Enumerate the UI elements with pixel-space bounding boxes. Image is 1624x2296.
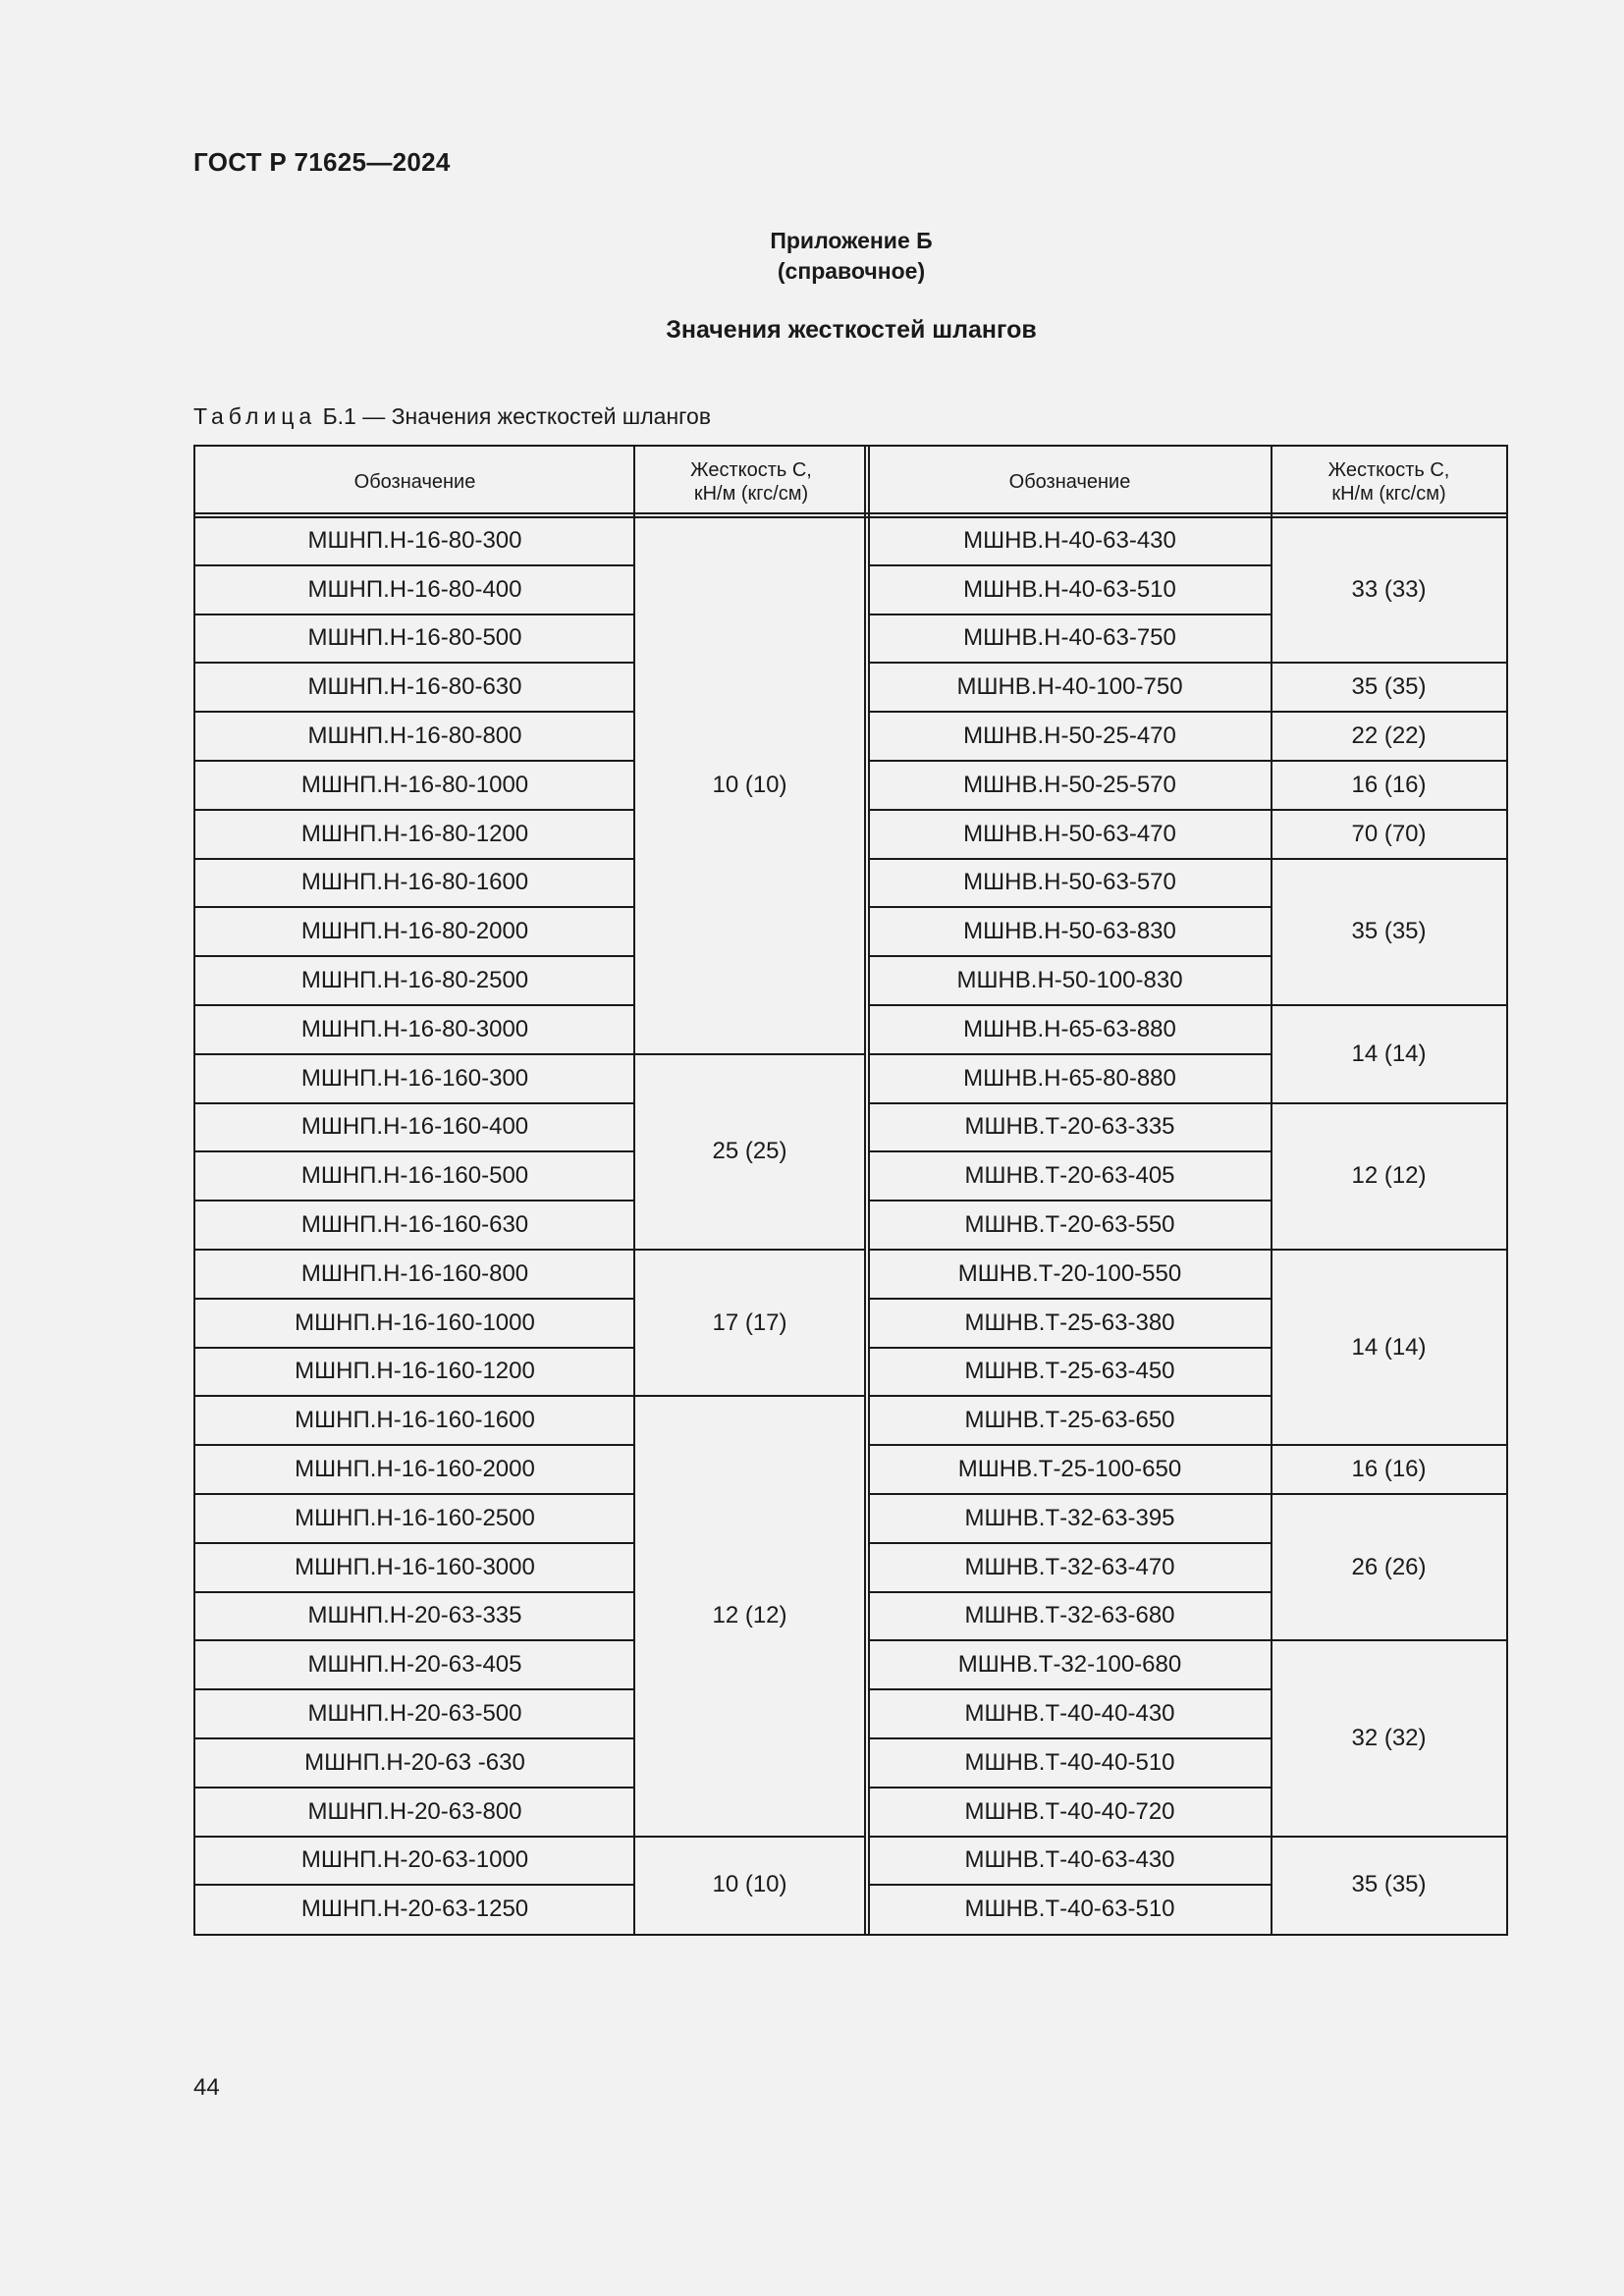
row-divider (869, 1053, 1272, 1055)
table-cell-designation-left: МШНП.Н-16-160-500 (300, 1162, 529, 1190)
group-divider (1272, 1836, 1506, 1838)
table-cell-designation-left: МШНП.Н-16-160-300 (300, 1064, 529, 1092)
group-divider (1272, 1004, 1506, 1006)
row-divider (869, 1200, 1272, 1201)
table-cell-designation-left: МШНП.Н-20-63-1000 (300, 1846, 529, 1874)
table-cell-designation-right: МШНВ.Т-20-100-550 (957, 1259, 1182, 1287)
appendix-note: (справочное) (777, 258, 926, 284)
header-designation-right: Обозначение (1008, 470, 1131, 493)
table-cell-designation-right: МШНВ.Н-50-100-830 (956, 967, 1183, 994)
section-title: Значения жесткостей шлангов (666, 316, 1037, 344)
row-divider (195, 1249, 634, 1251)
table-caption-text: Б.1 — Значения жесткостей шлангов (322, 403, 712, 429)
row-divider (195, 1737, 634, 1739)
table-cell-designation-left: МШНП.Н-16-160-1600 (295, 1407, 535, 1434)
row-divider (195, 1542, 634, 1544)
row-divider (195, 614, 634, 615)
table-cell-designation-left: МШНП.Н-16-80-500 (307, 624, 522, 652)
table-cell-designation-right: МШНВ.Т-25-63-380 (964, 1308, 1175, 1336)
table-cell-stiffness-right: 16 (16) (1351, 771, 1427, 798)
table-cell-designation-left: МШНП.Н-16-80-2000 (300, 918, 529, 945)
table-cell-designation-right: МШНВ.Н-65-80-880 (963, 1064, 1176, 1092)
row-divider (195, 1787, 634, 1789)
table-cell-designation-left: МШНП.Н-20-63-335 (307, 1602, 522, 1629)
table-cell-designation-left: МШНП.Н-20-63-500 (307, 1700, 522, 1728)
row-divider (869, 1493, 1272, 1495)
table-cell-designation-right: МШНВ.Т-40-63-510 (964, 1896, 1175, 1923)
header-stiffness-right-line2: кН/м (кгс/см) (1331, 482, 1446, 505)
row-divider (869, 1444, 1272, 1446)
header-divider-line-1 (195, 512, 1506, 514)
table-cell-designation-left: МШНП.Н-16-160-800 (300, 1259, 529, 1287)
table-caption-word: Таблица (193, 403, 317, 429)
row-divider (195, 1298, 634, 1300)
table-cell-designation-right: МШНВ.Т-20-63-550 (964, 1211, 1175, 1239)
row-divider (195, 1004, 634, 1006)
table-grid (195, 447, 1506, 1934)
table-cell-designation-left: МШНП.Н-16-80-630 (307, 673, 522, 701)
table-cell-stiffness-right: 14 (14) (1351, 1040, 1427, 1067)
row-divider (195, 1493, 634, 1495)
table-cell-stiffness-left: 10 (10) (712, 1871, 787, 1898)
table-cell-designation-right: МШНВ.Т-40-40-430 (964, 1700, 1175, 1728)
group-divider (1272, 1249, 1506, 1251)
table-cell-designation-left: МШНП.Н-20-63-1250 (300, 1896, 529, 1923)
group-divider (1272, 760, 1506, 762)
table-cell-designation-right: МШНВ.Т-40-63-430 (964, 1846, 1175, 1874)
header-stiffness-left-line1: Жесткость C, (690, 458, 812, 481)
row-divider (869, 906, 1272, 908)
table-cell-stiffness-right: 70 (70) (1351, 820, 1427, 847)
row-divider (195, 1884, 634, 1886)
table-cell-designation-left: МШНП.Н-16-80-300 (307, 526, 522, 554)
table-cell-designation-left: МШНП.Н-16-160-3000 (295, 1553, 535, 1580)
row-divider (195, 1150, 634, 1152)
table-cell-designation-left: МШНП.Н-20-63 -630 (304, 1748, 525, 1776)
row-divider (195, 1639, 634, 1641)
table-cell-designation-right: МШНВ.Т-20-63-405 (964, 1162, 1175, 1190)
table-cell-designation-left: МШНП.Н-16-80-800 (307, 722, 522, 750)
table-cell-designation-right: МШНВ.Н-40-63-750 (963, 624, 1176, 652)
group-divider (1272, 809, 1506, 811)
group-divider (634, 1836, 865, 1838)
row-divider (869, 1542, 1272, 1544)
table-cell-designation-left: МШНП.Н-16-80-400 (307, 575, 522, 603)
table-cell-designation-right: МШНВ.Т-25-63-650 (964, 1407, 1175, 1434)
row-divider (869, 1639, 1272, 1641)
table-cell-designation-left: МШНП.Н-16-160-2500 (295, 1504, 535, 1531)
table-caption (193, 403, 711, 430)
table-cell-designation-right: МШНВ.Н-50-25-570 (963, 771, 1176, 798)
group-divider (634, 1395, 865, 1397)
table-cell-designation-left: МШНП.Н-16-80-1000 (300, 771, 529, 798)
table-cell-stiffness-right: 35 (35) (1351, 918, 1427, 945)
group-divider (1272, 1639, 1506, 1641)
table-cell-designation-right: МШНВ.Н-50-63-470 (963, 820, 1176, 847)
header-stiffness-right (1272, 447, 1506, 516)
row-divider (195, 1102, 634, 1104)
table-cell-designation-right: МШНВ.Т-32-100-680 (957, 1651, 1182, 1679)
table-cell-stiffness-right: 26 (26) (1351, 1553, 1427, 1580)
table-cell-designation-right: МШНВ.Т-40-40-720 (964, 1797, 1175, 1825)
row-divider (195, 1591, 634, 1593)
stiffness-table (193, 445, 1508, 1936)
row-divider (869, 1591, 1272, 1593)
group-divider (634, 1053, 865, 1055)
row-divider (869, 1787, 1272, 1789)
table-cell-designation-right: МШНВ.Н-65-63-880 (963, 1015, 1176, 1042)
document-code: ГОСТ Р 71625—2024 (193, 147, 451, 177)
table-cell-designation-left: МШНП.Н-16-160-2000 (295, 1456, 535, 1483)
table-cell-designation-right: МШНВ.Т-32-63-395 (964, 1504, 1175, 1531)
group-divider (634, 1249, 865, 1251)
table-cell-designation-left: МШНП.Н-16-160-1000 (295, 1308, 535, 1336)
table-cell-stiffness-right: 16 (16) (1351, 1456, 1427, 1483)
row-divider (869, 1150, 1272, 1152)
appendix-title: Приложение Б (770, 228, 933, 253)
table-cell-designation-right: МШНВ.Т-20-63-335 (964, 1113, 1175, 1141)
row-divider (195, 1200, 634, 1201)
group-divider (1272, 858, 1506, 860)
row-divider (195, 955, 634, 957)
row-divider (195, 1053, 634, 1055)
header-stiffness-right-line1: Жесткость C, (1327, 458, 1450, 481)
table-cell-stiffness-right: 35 (35) (1351, 673, 1427, 701)
table-cell-designation-right: МШНВ.Н-50-63-570 (963, 869, 1176, 896)
row-divider (869, 1347, 1272, 1349)
table-cell-designation-left: МШНП.Н-20-63-405 (307, 1651, 522, 1679)
row-divider (869, 564, 1272, 566)
table-cell-designation-right: МШНВ.Н-40-100-750 (956, 673, 1183, 701)
group-divider (1272, 711, 1506, 713)
table-cell-designation-right: МШНВ.Т-25-100-650 (957, 1456, 1182, 1483)
table-cell-designation-left: МШНП.Н-16-80-1200 (300, 820, 529, 847)
row-divider (869, 760, 1272, 762)
row-divider (195, 711, 634, 713)
header-stiffness-left-line2: кН/м (кгс/см) (693, 482, 809, 505)
group-divider (1272, 662, 1506, 664)
row-divider (869, 662, 1272, 664)
table-cell-stiffness-left: 25 (25) (712, 1138, 787, 1165)
row-divider (195, 906, 634, 908)
table-cell-designation-right: МШНВ.Н-50-25-470 (963, 722, 1176, 750)
row-divider (869, 1836, 1272, 1838)
group-divider (1272, 1493, 1506, 1495)
table-cell-designation-left: МШНП.Н-16-80-2500 (300, 967, 529, 994)
row-divider (195, 1395, 634, 1397)
row-divider (195, 760, 634, 762)
table-cell-designation-left: МШНП.Н-16-80-3000 (300, 1015, 529, 1042)
row-divider (195, 1347, 634, 1349)
table-cell-designation-right: МШНВ.Т-32-63-680 (964, 1602, 1175, 1629)
row-divider (869, 614, 1272, 615)
row-divider (195, 858, 634, 860)
row-divider (869, 858, 1272, 860)
row-divider (869, 1884, 1272, 1886)
row-divider (869, 1102, 1272, 1104)
row-divider (869, 711, 1272, 713)
row-divider (869, 1737, 1272, 1739)
table-cell-stiffness-left: 12 (12) (712, 1602, 787, 1629)
table-cell-designation-left: МШНП.Н-16-160-1200 (295, 1358, 535, 1385)
row-divider (195, 662, 634, 664)
table-cell-stiffness-left: 17 (17) (712, 1308, 787, 1336)
row-divider (869, 1249, 1272, 1251)
row-divider (195, 1836, 634, 1838)
row-divider (869, 1004, 1272, 1006)
table-cell-designation-left: МШНП.Н-16-160-400 (300, 1113, 529, 1141)
row-divider (869, 1688, 1272, 1690)
page-number: 44 (193, 2074, 220, 2101)
table-cell-designation-right: МШНВ.Н-40-63-510 (963, 575, 1176, 603)
row-divider (195, 564, 634, 566)
table-cell-stiffness-right: 22 (22) (1351, 722, 1427, 750)
table-cell-designation-right: МШНВ.Н-50-63-830 (963, 918, 1176, 945)
table-cell-designation-left: МШНП.Н-20-63-800 (307, 1797, 522, 1825)
table-cell-designation-right: МШНВ.Н-40-63-430 (963, 526, 1176, 554)
row-divider (869, 1298, 1272, 1300)
group-divider (1272, 1102, 1506, 1104)
table-cell-designation-right: МШНВ.Т-40-40-510 (964, 1748, 1175, 1776)
table-cell-designation-right: МШНВ.Т-32-63-470 (964, 1553, 1175, 1580)
table-cell-designation-left: МШНП.Н-16-80-1600 (300, 869, 529, 896)
row-divider (869, 1395, 1272, 1397)
table-cell-stiffness-right: 32 (32) (1351, 1724, 1427, 1751)
header-designation-left: Обозначение (353, 470, 476, 493)
table-cell-stiffness-right: 14 (14) (1351, 1333, 1427, 1361)
table-cell-stiffness-right: 33 (33) (1351, 575, 1427, 603)
row-divider (195, 1688, 634, 1690)
table-cell-stiffness-left: 10 (10) (712, 771, 787, 798)
row-divider (869, 809, 1272, 811)
table-cell-designation-right: МШНВ.Т-25-63-450 (964, 1358, 1175, 1385)
group-divider (1272, 1444, 1506, 1446)
table-cell-stiffness-right: 35 (35) (1351, 1871, 1427, 1898)
row-divider (195, 1444, 634, 1446)
row-divider (195, 809, 634, 811)
table-cell-stiffness-right: 12 (12) (1351, 1162, 1427, 1190)
row-divider (869, 955, 1272, 957)
table-cell-designation-left: МШНП.Н-16-160-630 (300, 1211, 529, 1239)
header-stiffness-left (634, 447, 868, 516)
